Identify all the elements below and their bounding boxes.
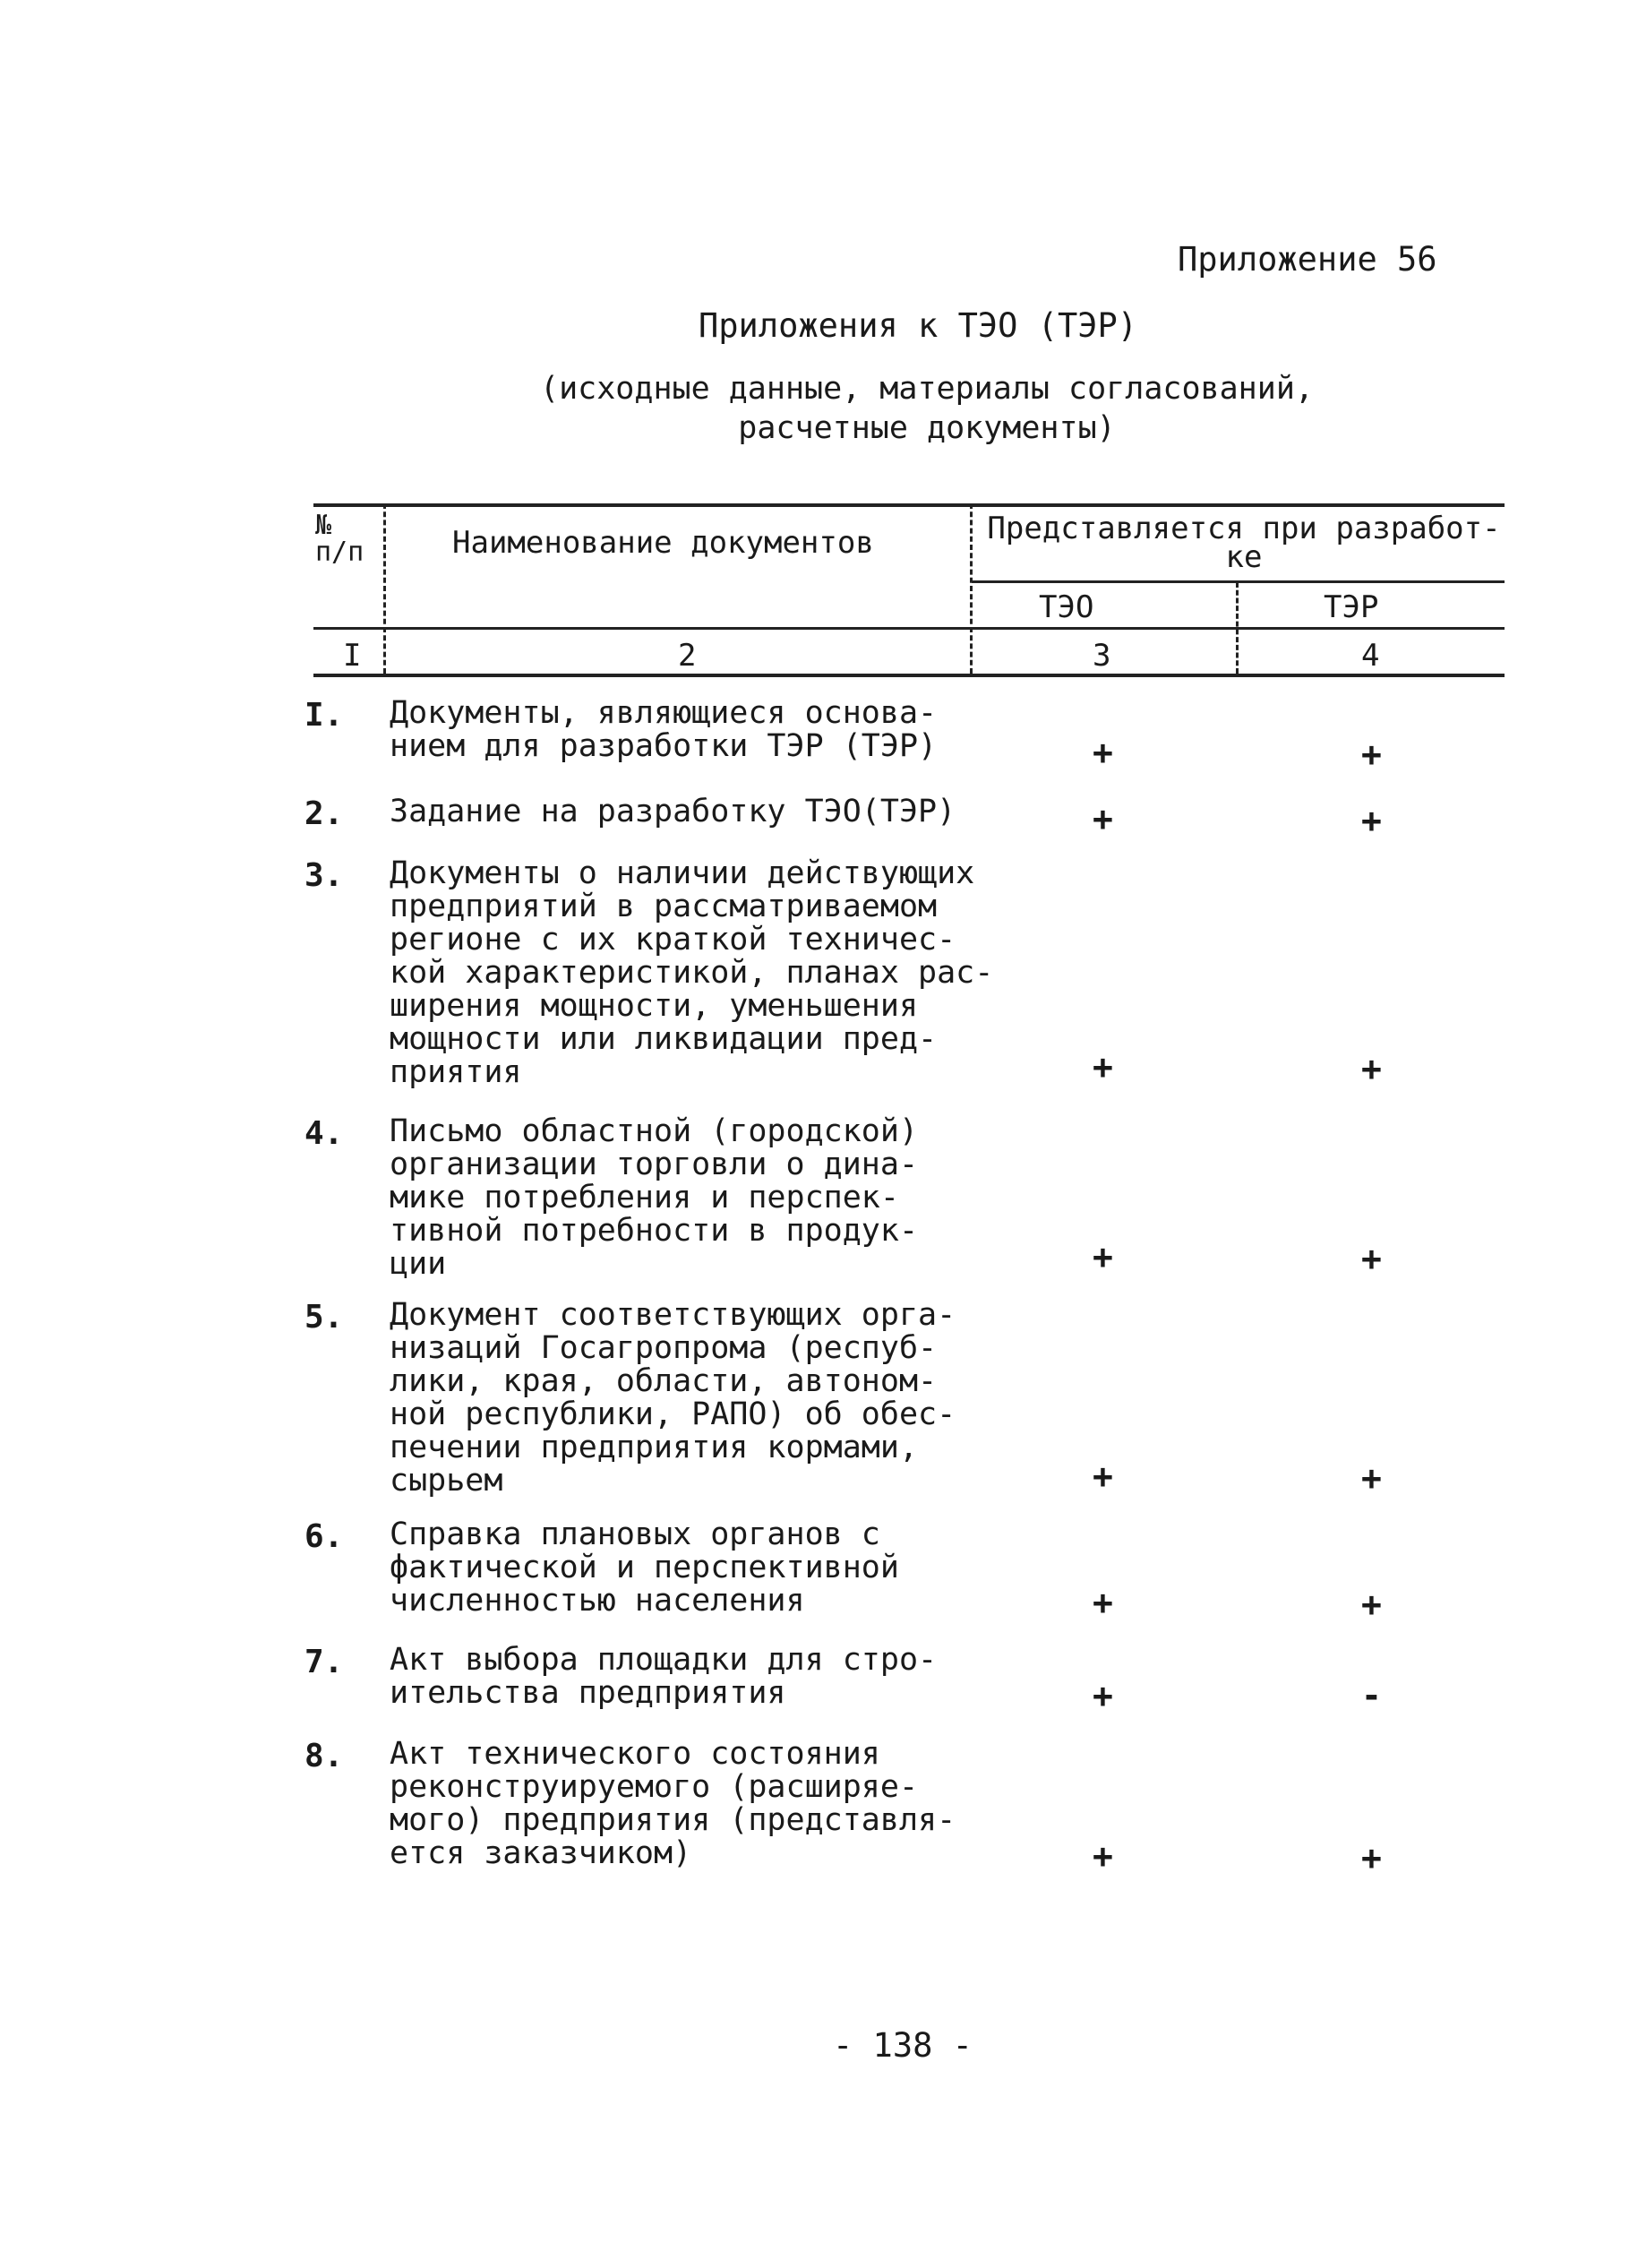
row-document-name: Задание на разработку ТЭО(ТЭР) <box>390 794 956 829</box>
row-ter-mark: + <box>1361 1049 1382 1088</box>
row-document-name: Акт выбора площадки для стро- ительства предприятия <box>390 1642 938 1711</box>
row-document-name: Документ соответствующих орга- низаций Госагропрома (респуб- лики, края, области, автоном- ной республики, РАПО) об обес- печении предприятия кормами, сырьем <box>390 1297 956 1499</box>
row-teo-mark: + <box>1093 1836 1113 1876</box>
header-number: № п/п <box>315 510 364 568</box>
column-number-1: I <box>343 638 362 674</box>
header-ter: ТЭР <box>1324 589 1379 625</box>
page-number: - 138 - <box>833 2026 973 2065</box>
row-number: 4. <box>304 1115 344 1152</box>
row-number: 3. <box>304 857 344 894</box>
row-teo-mark: + <box>1093 1237 1113 1276</box>
document-subtitle-text: (исходные данные, материалы согласований, расчетные документы) <box>540 371 1314 446</box>
document-title: Приложения к ТЭО (ТЭР) <box>699 306 1138 345</box>
row-number: 2. <box>304 795 344 832</box>
row-teo-mark: + <box>1093 733 1113 772</box>
header-presented-during: Представляется при разработ- ке <box>987 511 1501 575</box>
row-ter-mark: + <box>1361 1458 1382 1498</box>
row-teo-mark: + <box>1093 1047 1113 1087</box>
column-number-2: 2 <box>678 638 697 674</box>
header-bottom-rule <box>313 627 972 630</box>
row-document-name: Акт технического состояния реконструируемого (расширяе- мого) предприятия (представля- ется заказчиком) <box>390 1736 956 1871</box>
header-document-name: Наименование документов <box>452 525 874 561</box>
row-ter-mark: - <box>1361 1676 1382 1715</box>
row-number: 8. <box>304 1738 344 1774</box>
column-divider-2 <box>970 503 973 674</box>
row-document-name: Письмо областной (городской) организации торговли о дина- мике потребления и перспек- тивной потребности в продук- ции <box>390 1113 919 1282</box>
column-divider-3 <box>1236 582 1239 674</box>
row-number: 5. <box>304 1299 344 1336</box>
column-number-4: 4 <box>1361 638 1380 674</box>
row-document-name: Документы о наличии действующих предприятий в рассматриваемом регионе с их краткой техничес- кой характеристикой, планах рас- ширения мощности, уменьшения мощности или ликвидации пред- приятия <box>390 855 994 1090</box>
row-teo-mark: + <box>1093 799 1113 838</box>
row-teo-mark: + <box>1093 1456 1113 1496</box>
document-subtitle <box>497 369 1357 448</box>
row-number: 7. <box>304 1644 344 1680</box>
column-number-3: 3 <box>1093 638 1111 674</box>
column-divider-1 <box>383 503 386 674</box>
header-teo: ТЭО <box>1039 589 1094 625</box>
row-ter-mark: + <box>1361 1239 1382 1278</box>
row-number: I. <box>304 697 344 734</box>
row-number: 6. <box>304 1518 344 1555</box>
row-document-name: Документы, являющиеся основа- нием для разработки ТЭР (ТЭР) <box>390 695 938 764</box>
table-top-rule <box>313 503 1505 507</box>
row-ter-mark: + <box>1361 735 1382 774</box>
row-document-name: Справка плановых органов с фактической и перспективной численностью населения <box>390 1516 899 1619</box>
appendix-number: Приложение 56 <box>1178 240 1437 279</box>
column-numbers-rule <box>313 674 1505 677</box>
row-ter-mark: + <box>1361 1838 1382 1877</box>
row-teo-mark: + <box>1093 1583 1113 1622</box>
row-teo-mark: + <box>1093 1676 1113 1715</box>
row-ter-mark: + <box>1361 801 1382 840</box>
row-ter-mark: + <box>1361 1585 1382 1624</box>
